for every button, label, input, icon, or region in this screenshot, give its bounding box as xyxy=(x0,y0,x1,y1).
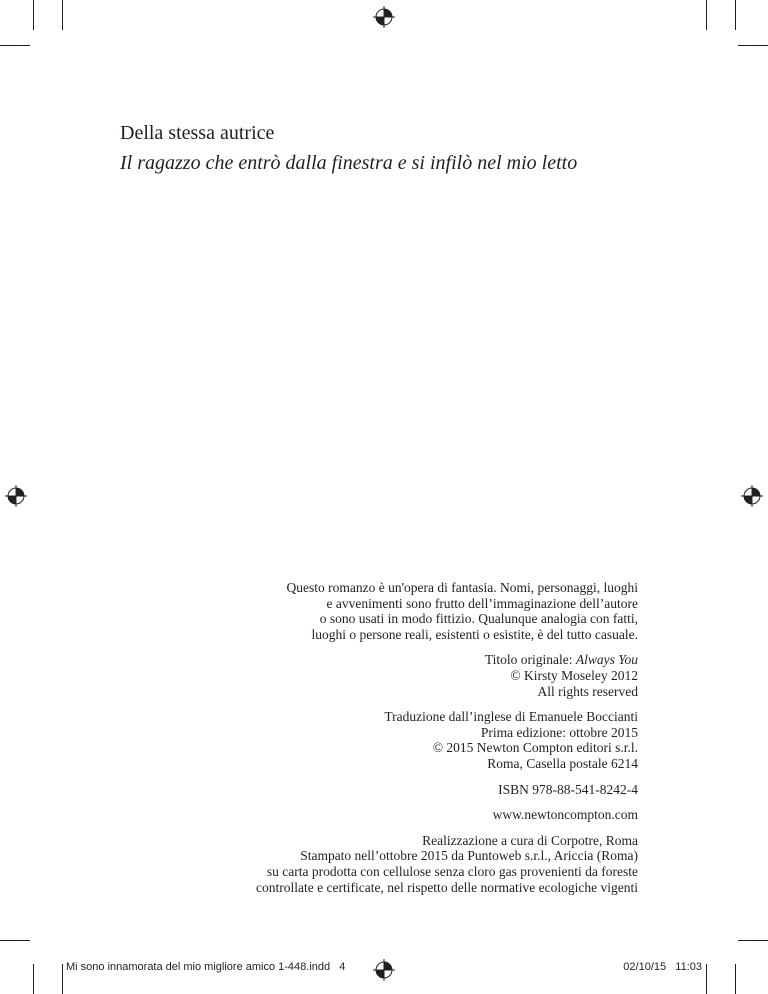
crop-mark xyxy=(735,0,736,30)
printing-line: Stampato nell’ottobre 2015 da Puntoweb s.r.l., Ariccia (Roma) xyxy=(300,848,638,864)
registration-mark-icon xyxy=(741,485,763,507)
slug-timestamp: 02/10/15 11:03 xyxy=(623,961,702,973)
crop-mark xyxy=(738,45,768,46)
disclaimer-line: Questo romanzo è un'opera di fantasia. Nomi, personaggi, luoghi xyxy=(286,580,638,595)
other-book-title: Il ragazzo che entrò dalla finestra e si infilò nel mio letto xyxy=(120,152,578,174)
registration-mark-icon xyxy=(373,959,395,981)
colophon xyxy=(208,580,638,905)
website: www.newtoncompton.com xyxy=(492,807,638,823)
crop-mark xyxy=(738,940,768,941)
original-title: Always You xyxy=(575,652,638,668)
website-block xyxy=(208,807,638,823)
rights-reserved: All rights reserved xyxy=(537,683,638,699)
original-title-label: Titolo originale: xyxy=(484,652,573,668)
disclaimer-line: luoghi o persone reali, esistenti o esistite, è del tutto casuale. xyxy=(311,626,638,642)
other-books-heading: Della stessa autrice xyxy=(120,122,275,144)
original-info xyxy=(208,652,638,699)
crop-mark xyxy=(62,964,63,994)
crop-mark xyxy=(62,0,63,30)
disclaimer-line: o sono usati in modo fittizio. Qualunque analogia con fatti, xyxy=(319,611,638,627)
translation-line: Traduzione dall’inglese di Emanuele Boccianti xyxy=(384,709,638,725)
crop-mark xyxy=(735,964,736,994)
crop-mark xyxy=(0,940,30,941)
slug-filename: Mi sono innamorata del mio migliore amico 1-448.indd 4 xyxy=(66,961,346,973)
crop-mark xyxy=(33,964,34,994)
crop-mark xyxy=(706,0,707,30)
crop-mark xyxy=(33,0,34,30)
isbn: ISBN 978-88-541-8242-4 xyxy=(498,781,638,797)
other-books-section xyxy=(120,120,577,176)
publisher-copyright: © 2015 Newton Compton editori s.r.l. xyxy=(432,740,638,756)
publisher-address: Roma, Casella postale 6214 xyxy=(487,755,638,771)
first-edition-line: Prima edizione: ottobre 2015 xyxy=(480,724,638,740)
printing-line: Realizzazione a cura di Corpotre, Roma xyxy=(422,832,638,848)
crop-mark xyxy=(706,964,707,994)
original-title-line xyxy=(208,652,638,668)
edition-info xyxy=(208,709,638,771)
disclaimer xyxy=(208,580,638,642)
isbn-block xyxy=(208,782,638,798)
printing-line: controllate e certificate, nel rispetto delle normative ecologiche vigenti xyxy=(256,879,638,895)
printing-info xyxy=(208,833,638,895)
original-copyright: © Kirsty Moseley 2012 xyxy=(510,667,638,683)
registration-mark-icon xyxy=(5,485,27,507)
disclaimer-line: e avvenimenti sono frutto dell’immaginazione dell’autore xyxy=(326,595,638,611)
crop-mark xyxy=(0,45,30,46)
registration-mark-icon xyxy=(373,6,395,28)
printing-line: su carta prodotta con cellulose senza cloro gas provenienti da foreste xyxy=(266,863,638,879)
